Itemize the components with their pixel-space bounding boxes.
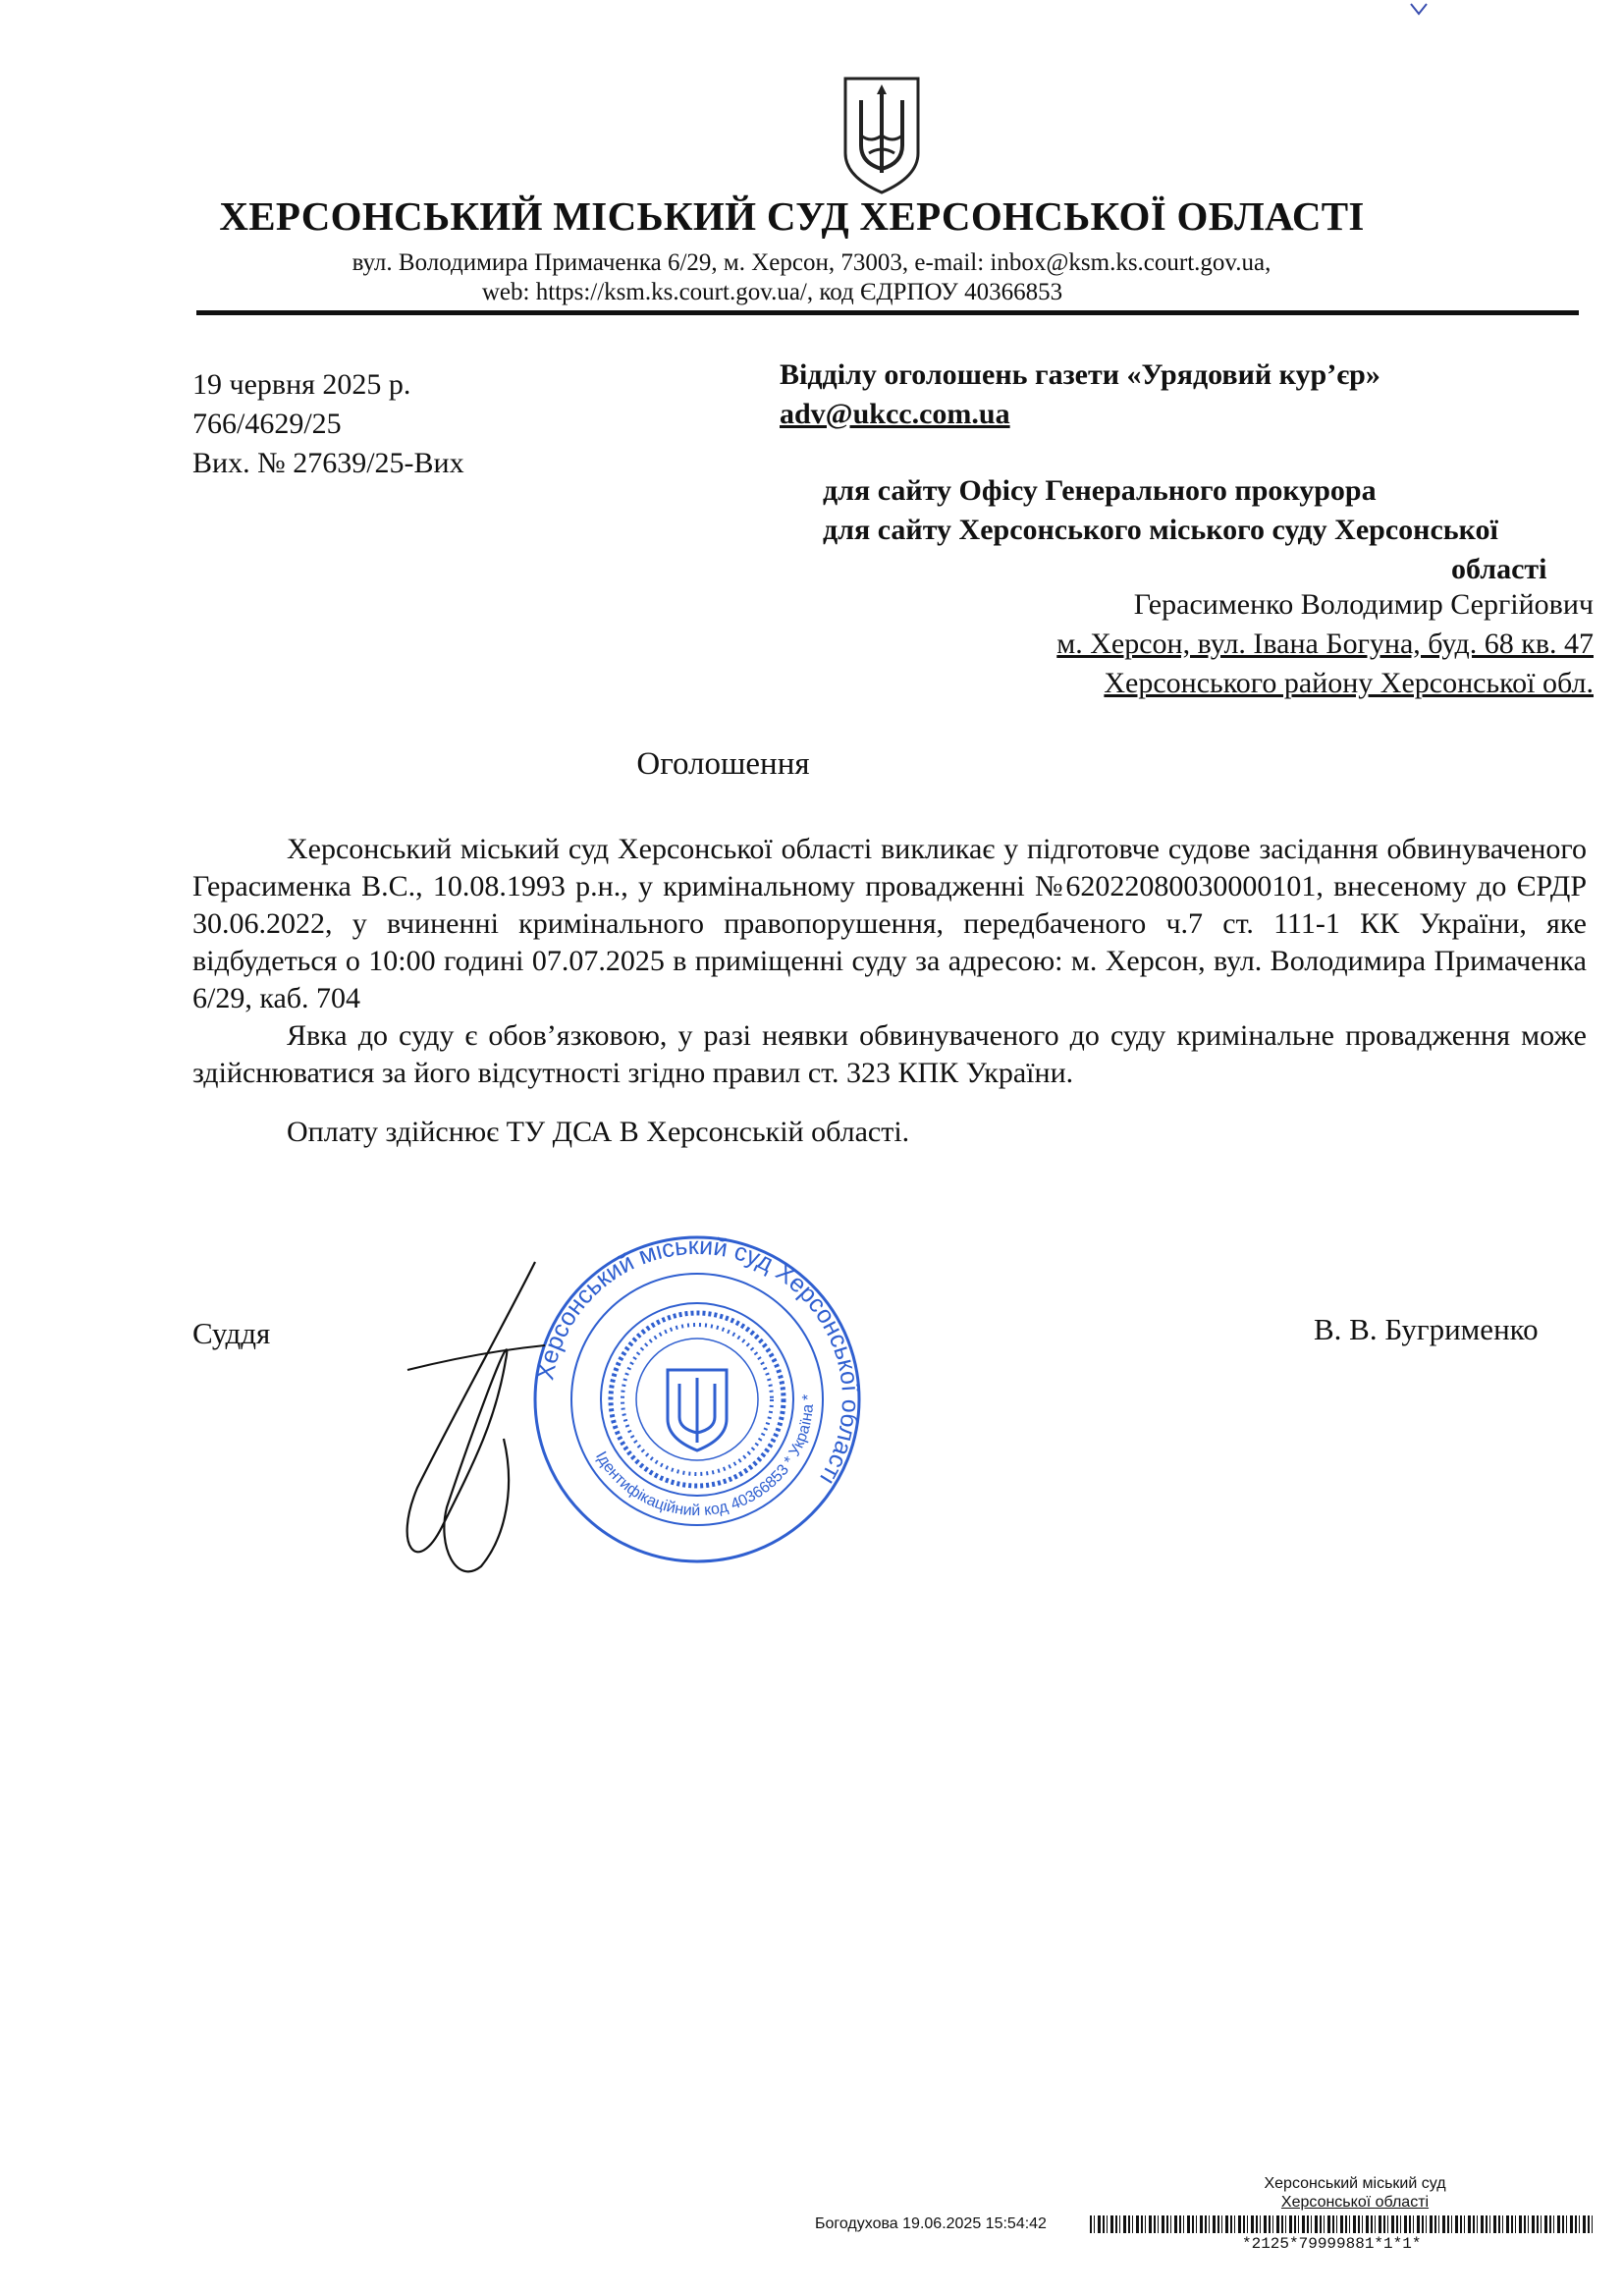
footer-court-line: Херсонський міський суд — [1264, 2175, 1446, 2192]
corner-mark-icon — [1409, 2, 1429, 22]
court-address: вул. Володимира Примаченка 6/29, м. Херсон, 73003, e-mail: inbox@ksm.ks.court.gov.ua, — [352, 249, 1271, 276]
svg-text:Ідентифікаційний код 40366853: Ідентифікаційний код 40366853 * Україна * — [592, 1394, 818, 1520]
recipient-sites — [823, 471, 1589, 589]
footer-court-name — [1227, 2174, 1483, 2212]
payment-paragraph: Оплату здійснює ТУ ДСА В Херсонській області. — [287, 1116, 910, 1148]
announcement-paragraph: Явка до суду є обов’язковою, у разі неявки обвинуваченого до суду кримінальне провадження може здійснюватися за його відсутності згідно правил ст. 323 КПК України. — [192, 1019, 1587, 1089]
barcode — [1090, 2215, 1593, 2233]
prosecutor-site-line: для сайту Офісу Генерального прокурора — [823, 474, 1377, 507]
footer-barcode-code: *2125*79999881*1*1* — [1242, 2235, 1422, 2253]
newspaper-email: adv@ukcc.com.ua — [780, 398, 1010, 430]
court-site-line-end: області — [1451, 553, 1547, 585]
recipient-newspaper — [780, 355, 1380, 434]
court-web-code: web: https://ksm.ks.court.gov.ua/, код ЄДРПОУ 40366853 — [481, 279, 1063, 305]
outgoing-number: Вих. № 27639/25-Вих — [192, 447, 464, 479]
court-seal-stamp — [530, 1232, 864, 1566]
trident-coat-of-arms-icon — [839, 75, 924, 196]
handwritten-signature — [388, 1252, 574, 1606]
person-address-street: м. Херсон, вул. Івана Богуна, буд. 68 кв. 47 — [1056, 628, 1594, 660]
announcement-body — [192, 831, 1587, 1151]
case-number: 766/4629/25 — [192, 408, 342, 440]
court-site-line: для сайту Херсонського міського суду Херсонської — [823, 514, 1498, 546]
announcement-paragraph: Херсонський міський суд Херсонської області викликає у підготовче судове засідання обвинуваченого Герасименка В.С., 10.08.1993 р.н., у кримінальному провадженні №62022080030000101, внесеному до ЄРДР 30.06.2022, у вчиненні кримінального правопорушення, передбаченого ч.7 ст. 111-1 КК України, яке відбудеться о 10:00 годині 07.07.2025 в приміщенні суду за адресою: м. Херсон, вул. Володимира Примаченка 6/29, каб. 704 — [192, 833, 1587, 1014]
footer-clerk-timestamp: Богодухова 19.06.2025 15:54:42 — [815, 2215, 1047, 2232]
person-address-region: Херсонського району Херсонської обл. — [1104, 667, 1594, 699]
document-meta — [192, 365, 464, 483]
person-name: Герасименко Володимир Сергійович — [1133, 588, 1594, 621]
svg-text:Херсонський міський суд Херсон: Херсонський міський суд Херсонської області — [531, 1232, 864, 1490]
header-divider — [196, 310, 1579, 315]
court-name: ХЕРСОНСЬКИЙ МІСЬКИЙ СУД ХЕРСОНСЬКОЇ ОБЛАСТІ — [219, 193, 1365, 239]
recipient-person — [710, 585, 1594, 703]
document-date: 19 червня 2025 р. — [192, 368, 411, 401]
announcement-heading: Оголошення — [636, 746, 810, 782]
newspaper-department: Відділу оголошень газети «Урядовий кур’єр» — [780, 358, 1380, 391]
signature-role: Суддя — [192, 1316, 271, 1350]
judge-name: В. В. Бугрименко — [1314, 1312, 1539, 1346]
footer-court-line: Херсонської області — [1280, 2194, 1430, 2211]
